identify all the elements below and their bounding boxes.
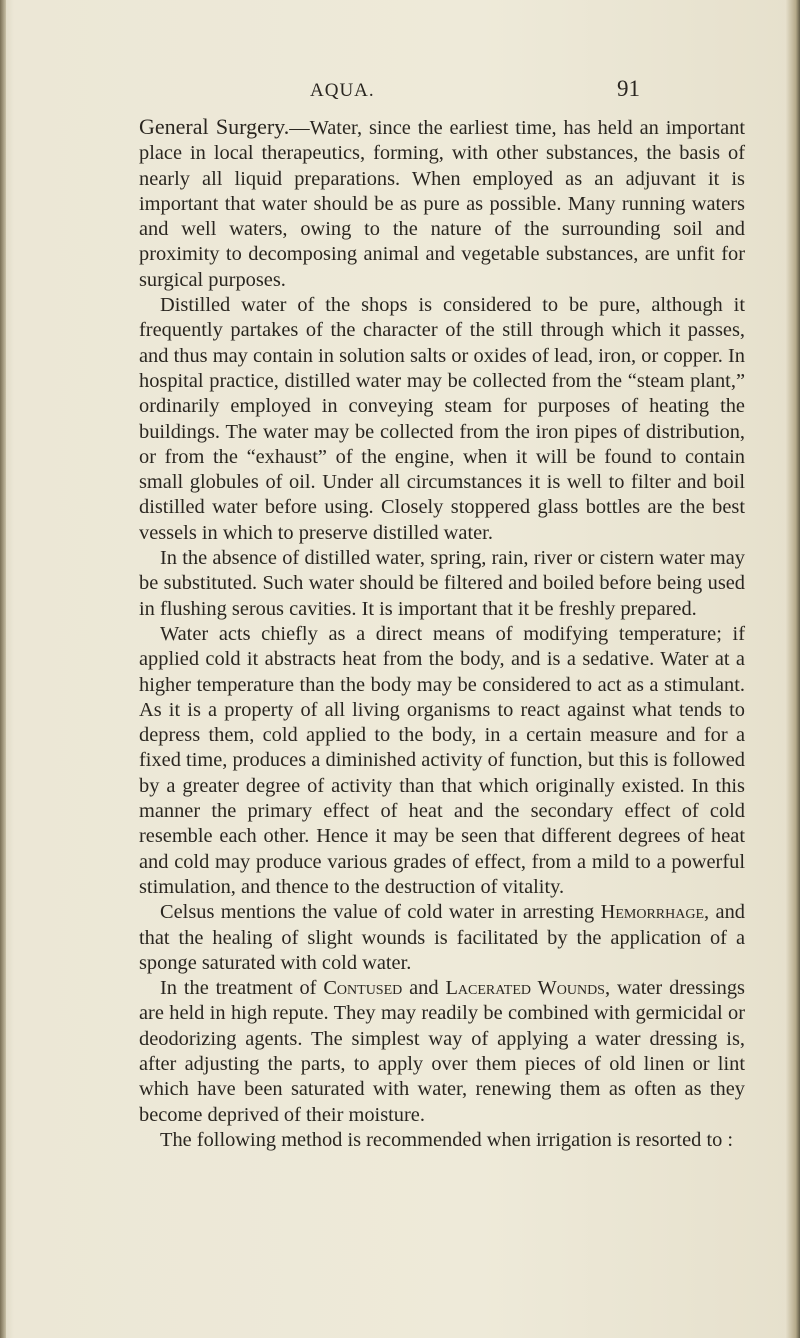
- paragraph-text: In the absence of distilled water, spring, rain, river or cistern water may be substituted. Such water should be filtered and boiled before being used in flushing serous cavities. It is important that it be freshly prepared.: [139, 547, 745, 620]
- section-heading: General Surgery.: [139, 114, 290, 139]
- page-outer-edge: [786, 0, 800, 1338]
- paragraph-text: Celsus mentions the value of cold water in arresting: [160, 901, 601, 924]
- body-text: [139, 114, 745, 1153]
- page-header: [0, 76, 800, 110]
- paragraph-substitutes: [139, 546, 745, 622]
- paragraph-wounds: [139, 976, 745, 1128]
- page-number: 91: [617, 76, 640, 101]
- paragraph-text: Water acts chiefly as a direct means of modifying temperature; if applied cold it abstracts heat from the body, and is a sedative. Water at a higher temperature than the body may be considered to act as a stimulant. As it is a property of all living organisms to react against what tends to depress them, cold applied to the body, in a certain measure and for a fixed time, produces a diminished activity of function, but this is followed by a greater degree of activity than that which originally existed. In this manner the primary effect of heat and the secondary effect of cold resemble each other. Hence it may be seen that different degrees of heat and cold may produce various grades of effect, from a mild to a powerful stimulation, and thence to the destruction of vitality.: [139, 622, 745, 898]
- term-lacerated-wounds: Lacerated Wounds: [445, 977, 605, 1000]
- term-contused: Contused: [323, 977, 403, 1000]
- paragraph-text: Distilled water of the shops is considered to be pure, although it frequently partakes of the character of the still through which it passes, and thus may contain in solution salts or oxides of lead, iron, or copper. In hospital practice, distilled water may be collected from the “steam plant,” ordinarily employed in conveying steam for purposes of heating the buildings. The water may be collected from the iron pipes of distribution, or from the “exhaust” of the engine, when it will be found to contain small globules of oil. Under all circumstances it is well to filter and boil distilled water before using. Closely stoppered glass bottles are the best vessels in which to preserve distilled water.: [139, 294, 745, 544]
- term-hemorrhage: Hemorrhage: [600, 901, 705, 924]
- paragraph-text: , and that the healing of slight wounds is facilitated by the application of a sponge saturated with cold water.: [139, 901, 745, 974]
- paragraph-distilled-water: [139, 293, 745, 546]
- running-head: AQUA.: [310, 80, 375, 101]
- page-binding-edge: [0, 0, 6, 1338]
- paragraph-text: and: [402, 977, 446, 1000]
- paragraph-text: , water dressings are held in high repute. They may readily be combined with germicidal or deodorizing agents. The simplest way of applying a water dressing is, after adjusting the parts, to apply over them pieces of old linen or lint which have been saturated with water, renewing them as often as they become deprived of their moisture.: [139, 977, 745, 1126]
- paragraph-general-surgery: [139, 114, 745, 293]
- paragraph-temperature: [139, 622, 745, 900]
- paragraph-text: In the treatment of: [160, 977, 324, 1000]
- paragraph-text: The following method is recommended when irrigation is resorted to :: [160, 1128, 734, 1151]
- paragraph-text: —Water, since the earliest time, has held an important place in local therapeutics, forming, with other substances, the basis of nearly all liquid preparations. When employed as an adjuvant it is important that water should be as pure as possible. Many running waters and well waters, owing to the nature of the surrounding soil and proximity to decomposing animal and vegetable substances, are unfit for surgical purposes.: [139, 117, 745, 291]
- paragraph-celsus: [139, 900, 745, 976]
- paragraph-irrigation: [139, 1128, 745, 1153]
